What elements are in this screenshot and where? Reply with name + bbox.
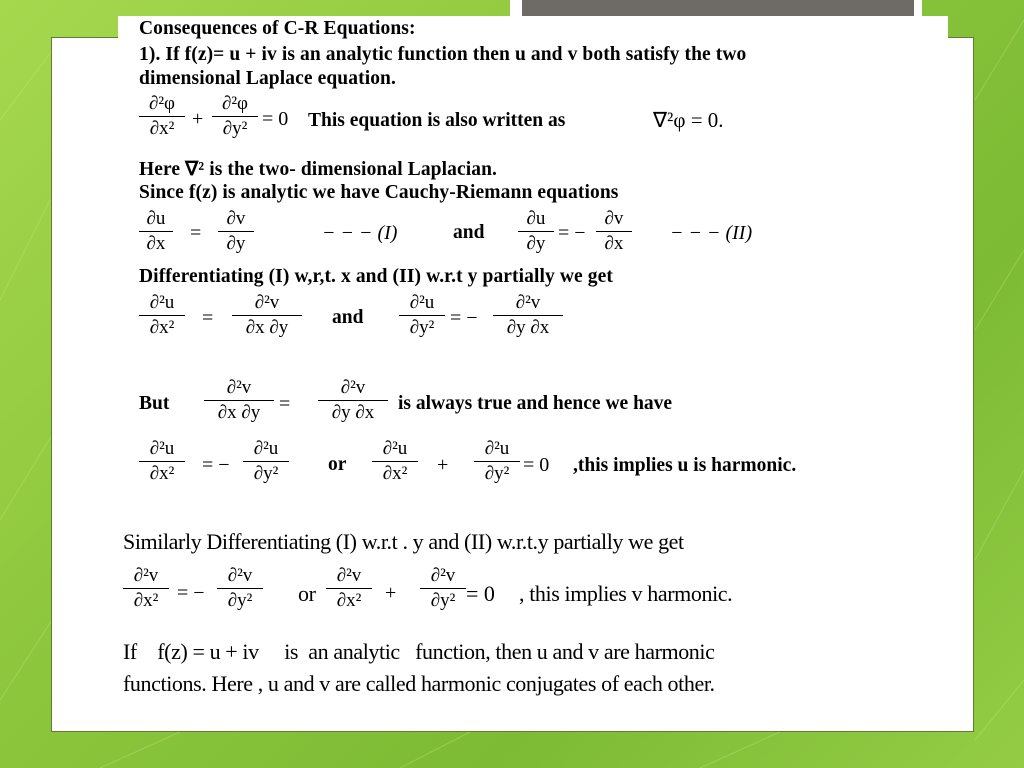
fraction: ∂v ∂y xyxy=(218,208,254,255)
text-line-7: If f(z) = u + iv is an analytic function, then u and v are harmonic xyxy=(123,639,715,664)
text-line-8: functions. Here , u and v are called harmonic conjugates of each other. xyxy=(123,671,715,696)
fraction: ∂v ∂x xyxy=(596,208,632,255)
fraction: ∂²u ∂y² xyxy=(474,438,520,485)
fraction: ∂u ∂x xyxy=(139,208,173,255)
fraction: ∂u ∂y xyxy=(518,208,554,255)
fraction: ∂²u ∂x² xyxy=(372,438,418,485)
text-line-1: 1). If f(z)= u + iv is an analytic function then u and v both satisfy the two xyxy=(139,44,747,65)
fraction: ∂²v ∂y ∂x xyxy=(318,377,388,424)
fraction: ∂²v ∂x ∂y xyxy=(204,377,274,424)
fraction: ∂²φ ∂y² xyxy=(212,93,258,140)
laplacian-formula: ∇²φ = 0. xyxy=(653,108,724,132)
text-line-2: dimensional Laplace equation. xyxy=(139,68,396,89)
slide-content-frame xyxy=(51,37,974,732)
fraction: ∂²v ∂y ∂x xyxy=(493,292,563,339)
top-strip-bar xyxy=(522,0,914,16)
fraction: ∂²v ∂x² xyxy=(326,565,372,612)
text-line-4: Since f(z) is analytic we have Cauchy-Riemann equations xyxy=(139,182,619,203)
fraction: ∂²v ∂y² xyxy=(217,565,263,612)
fraction: ∂²u ∂y² xyxy=(399,292,445,339)
heading: Consequences of C-R Equations: xyxy=(139,18,416,39)
text-line-6: Similarly Differentiating (I) w.r.t . y and (II) w.r.t.y partially we get xyxy=(123,529,684,554)
fraction: ∂²φ ∂x² xyxy=(139,93,185,140)
fraction: ∂²u ∂x² xyxy=(139,292,185,339)
text-line-5: Differentiating (I) w,r,t. x and (II) w.r.t y partially we get xyxy=(139,266,613,287)
fraction: ∂²v ∂x² xyxy=(123,565,169,612)
fraction: ∂²v ∂y² xyxy=(420,565,466,612)
text-line-3: Here ∇² is the two- dimensional Laplacian. xyxy=(139,159,498,180)
fraction: ∂²v ∂x ∂y xyxy=(232,292,302,339)
fraction: ∂²u ∂y² xyxy=(243,438,289,485)
fraction: ∂²u ∂x² xyxy=(139,438,185,485)
